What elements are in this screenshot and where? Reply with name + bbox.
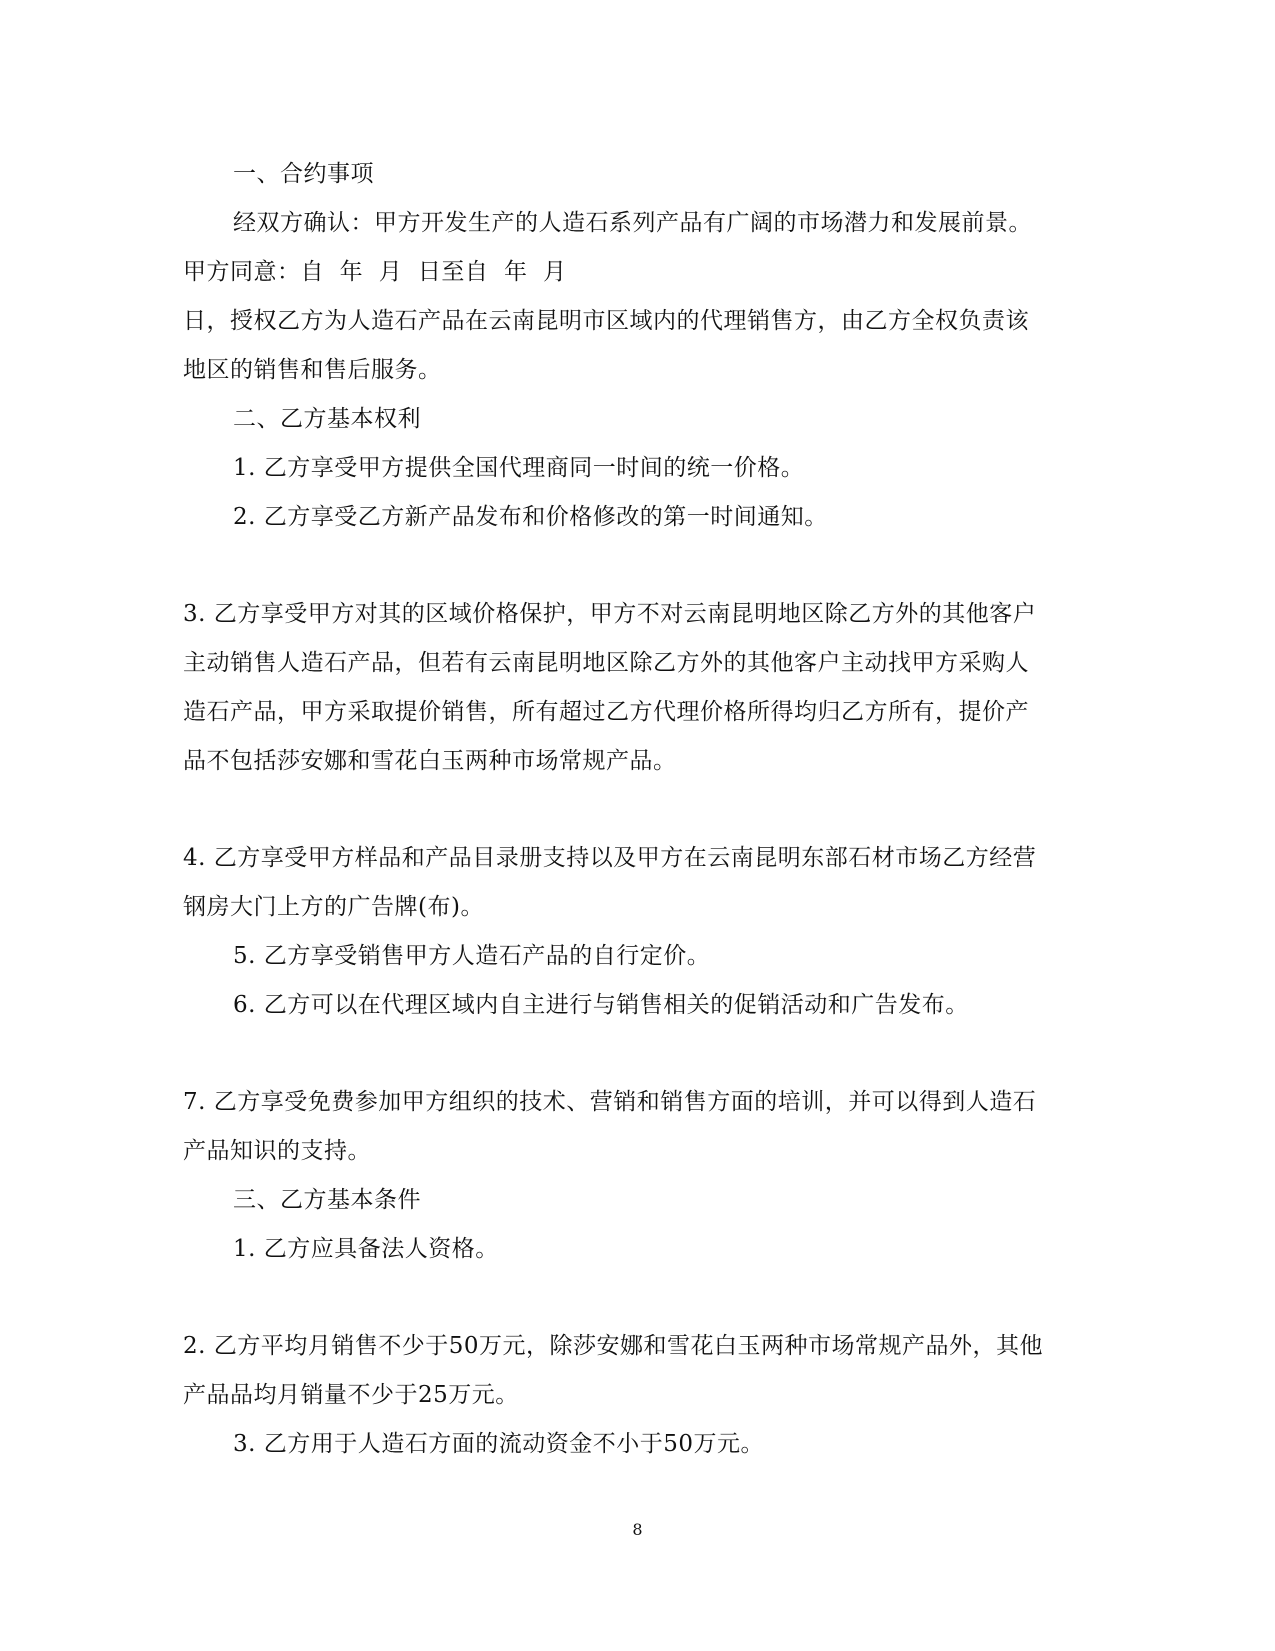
list-item: 2. 乙方享受乙方新产品发布和价格修改的第一时间通知。 bbox=[233, 504, 828, 530]
document-body bbox=[183, 150, 1083, 1469]
section-heading-contract-items: 一、合约事项 bbox=[233, 161, 374, 187]
paragraph-line: 经双方确认：甲方开发生产的人造石系列产品有广阔的市场潜力和发展前景。 bbox=[233, 210, 1032, 236]
list-item-continuation: 主动销售人造石产品，但若有云南昆明地区除乙方外的其他客户主动找甲方采购人 bbox=[183, 650, 1029, 676]
list-item: 1. 乙方应具备法人资格。 bbox=[233, 1236, 499, 1262]
list-item: 7. 乙方享受免费参加甲方组织的技术、营销和销售方面的培训，并可以得到人造石 bbox=[183, 1089, 1037, 1115]
paragraph-line: 日，授权乙方为人造石产品在云南昆明市区域内的代理销售方，由乙方全权负责该 bbox=[183, 308, 1029, 334]
list-item: 3. 乙方用于人造石方面的流动资金不小于50万元。 bbox=[233, 1431, 765, 1457]
list-item-continuation: 品不包括莎安娜和雪花白玉两种市场常规产品。 bbox=[183, 748, 677, 774]
list-item: 2. 乙方平均月销售不少于50万元，除莎安娜和雪花白玉两种市场常规产品外，其他 bbox=[183, 1333, 1044, 1359]
list-item: 1. 乙方享受甲方提供全国代理商同一时间的统一价格。 bbox=[233, 455, 805, 481]
list-item: 3. 乙方享受甲方对其的区域价格保护，甲方不对云南昆明地区除乙方外的其他客户 bbox=[183, 601, 1037, 627]
list-item-continuation: 产品品均月销量不少于25万元。 bbox=[183, 1382, 519, 1408]
list-item-continuation: 产品知识的支持。 bbox=[183, 1138, 371, 1164]
list-item: 5. 乙方享受销售甲方人造石产品的自行定价。 bbox=[233, 943, 711, 969]
list-item: 6. 乙方可以在代理区域内自主进行与销售相关的促销活动和广告发布。 bbox=[233, 992, 969, 1018]
list-item-continuation: 造石产品，甲方采取提价销售，所有超过乙方代理价格所得均归乙方所有，提价产 bbox=[183, 699, 1029, 725]
list-item: 4. 乙方享受甲方样品和产品目录册支持以及甲方在云南昆明东部石材市场乙方经营 bbox=[183, 845, 1037, 871]
paragraph-line: 甲方同意：自 年 月 日至自 年 月 bbox=[183, 259, 567, 285]
page-number: 8 bbox=[632, 1520, 643, 1539]
paragraph-line: 地区的销售和售后服务。 bbox=[183, 357, 442, 383]
list-item-continuation: 钢房大门上方的广告牌(布)。 bbox=[183, 894, 484, 920]
section-heading-basic-conditions: 三、乙方基本条件 bbox=[233, 1187, 421, 1213]
section-heading-basic-rights: 二、乙方基本权利 bbox=[233, 406, 421, 432]
